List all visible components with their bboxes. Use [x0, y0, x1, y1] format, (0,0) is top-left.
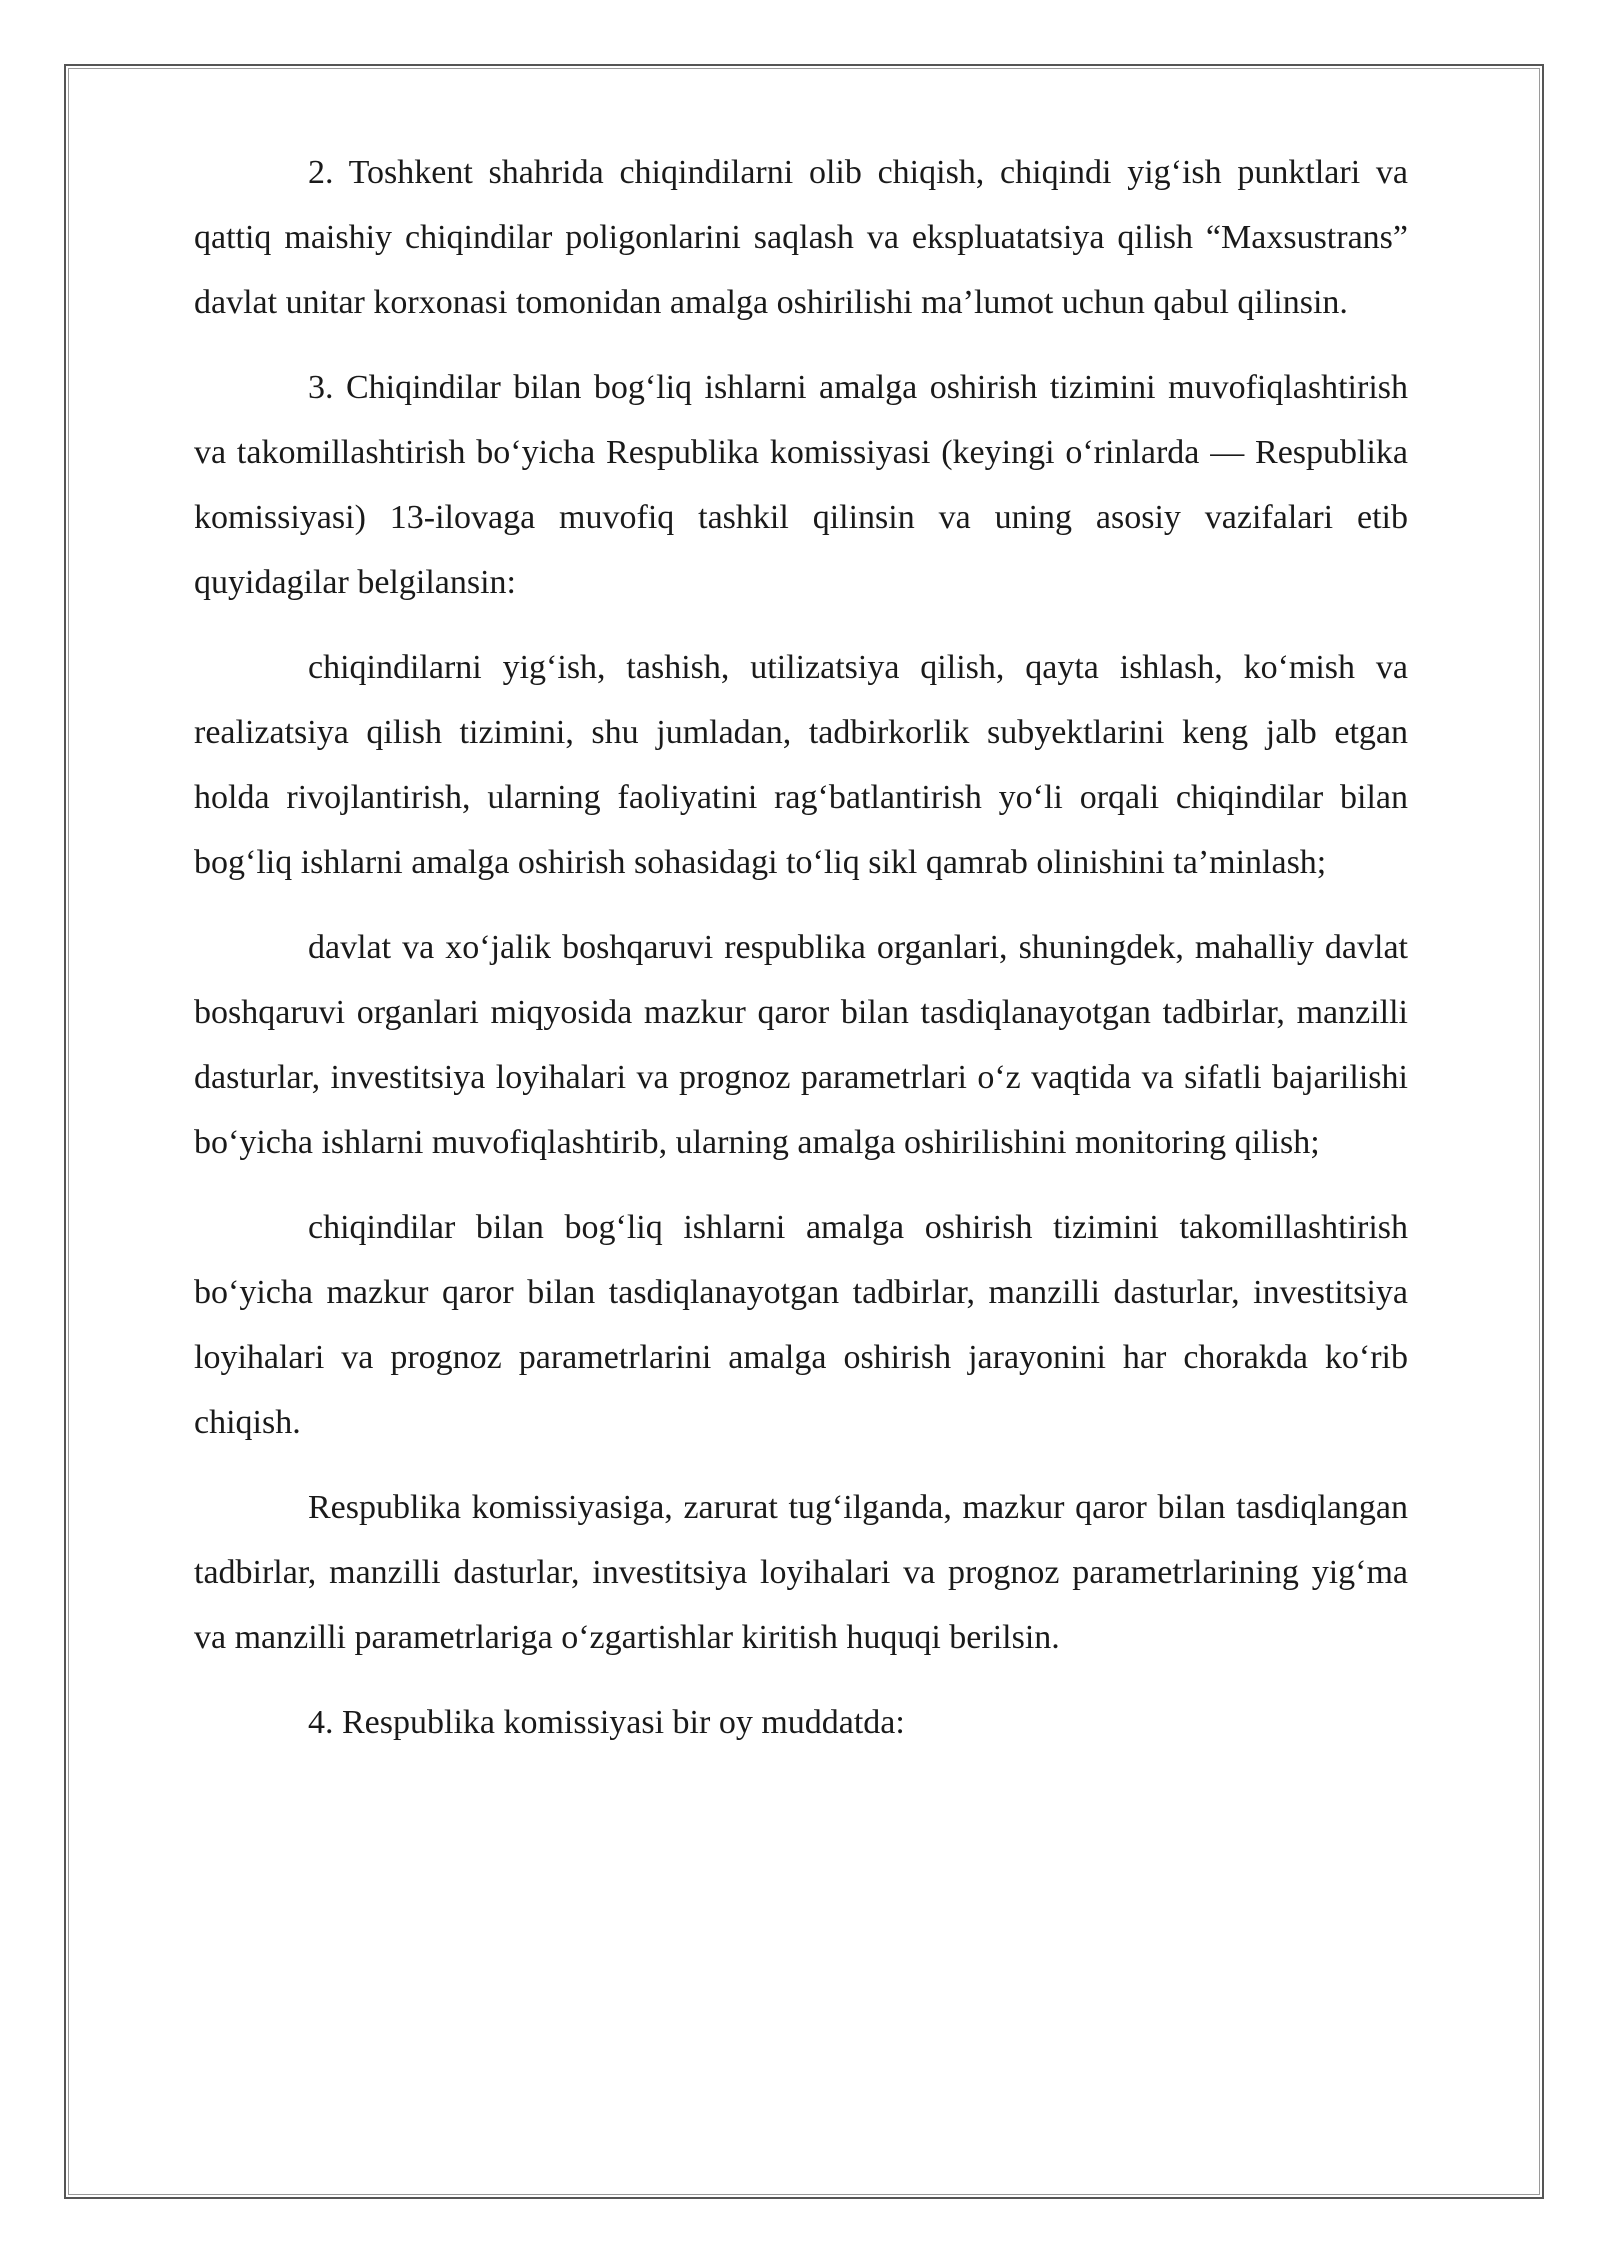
paragraph-commission-rights: Respublika komissiyasiga, zarurat tug‘ilganda, mazkur qaror bilan tasdiqlangan tadbirlar, manzilli dasturlar, investitsiya loyihalari va prognoz parametrlarining yig‘ma va manzilli parametrlariga o‘zgartishlar kiritish huquqi berilsin.	[194, 1489, 1408, 1656]
paragraph-item-2: 2. Toshkent shahrida chiqindilarni olib chiqish, chiqindi yig‘ish punktlari va qattiq maishiy chiqindilar poligonlarini saqlash va ekspluatatsiya qilish “Maxsustrans” davlat unitar korxonasi tomonidan amalga oshirilishi ma’lumot uchun qabul qilinsin.	[194, 154, 1408, 321]
paragraph-item-4: 4. Respublika komissiyasi bir oy muddatda:	[308, 1704, 905, 1741]
paragraph-task-2: davlat va xo‘jalik boshqaruvi respublika organlari, shuningdek, mahalliy davlat boshqaruvi organlari miqyosida mazkur qaror bilan tasdiqlanayotgan tadbirlar, manzilli dasturlar, investitsiya loyihalari va prognoz parametrlari o‘z vaqtida va sifatli bajarilishi bo‘yicha ishlarni muvofiqlashtirib, ularning amalga oshirilishini monitoring qilish;	[194, 929, 1408, 1161]
paragraph-task-1: chiqindilarni yig‘ish, tashish, utilizatsiya qilish, qayta ishlash, ko‘mish va realizatsiya qilish tizimini, shu jumladan, tadbirkorlik subyektlarini keng jalb etgan holda rivojlantirish, ularning faoliyatini rag‘batlantirish yo‘li orqali chiqindilar bilan bog‘liq ishlarni amalga oshirish sohasidagi to‘liq sikl qamrab olinishini ta’minlash;	[194, 649, 1408, 881]
paragraph-item-3: 3. Chiqindilar bilan bog‘liq ishlarni amalga oshirish tizimini muvofiqlashtirish va takomillashtirish bo‘yicha Respublika komissiyasi (keyingi o‘rinlarda — Respublika komissiyasi) 13-ilovaga muvofiq tashkil qilinsin va uning asosiy vazifalari etib quyidagilar belgilansin:	[194, 369, 1408, 601]
paragraph-task-3: chiqindilar bilan bog‘liq ishlarni amalga oshirish tizimini takomillashtirish bo‘yicha mazkur qaror bilan tasdiqlanayotgan tadbirlar, manzilli dasturlar, investitsiya loyihalari va prognoz parametrlarini amalga oshirish jarayonini har chorakda ko‘rib chiqish.	[194, 1209, 1408, 1441]
document-body	[194, 140, 1408, 1775]
